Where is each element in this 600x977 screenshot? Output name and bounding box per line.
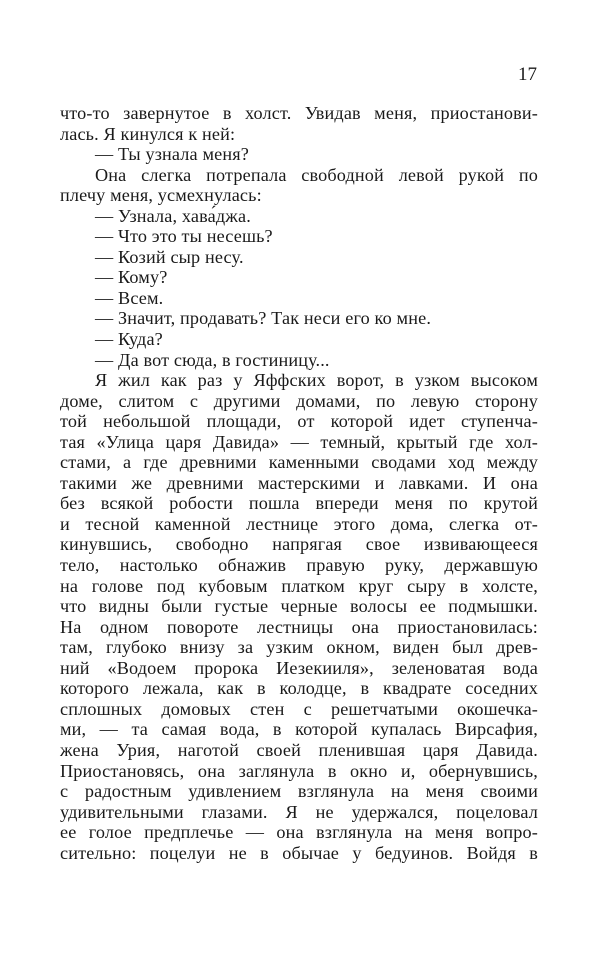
text-line: — Что это ты несешь?: [95, 226, 273, 247]
text-line: что-то завернутое в холст. Увидав меня, приостанови-: [60, 103, 538, 123]
text-line: — Кому?: [95, 267, 168, 288]
text-line: без всякой робости пошла впереди меня по крутой: [60, 493, 538, 514]
text-line: что видны были густые черные волосы ее подмышки.: [60, 596, 538, 617]
text-line: на голове под кубовым платком круг сыру в холсте,: [60, 575, 538, 596]
text-line: Я жил как раз у Яффских ворот, в узком высоком: [95, 370, 538, 391]
text-line: с радостным удивлением взглянула на меня своими: [60, 781, 538, 802]
text-line: — Узнала, хава́джа.: [95, 205, 251, 226]
text-line: — Всем.: [95, 287, 164, 308]
text-line: — Значит, продавать? Так неси его ко мне.: [95, 308, 432, 329]
text-line: тело, настолько обнажив правую руку, державшую: [60, 555, 538, 576]
text-line: кинувшись, свободно напрягая свое извивающееся: [60, 534, 538, 555]
text-line: плечу меня, усмехнулась:: [60, 185, 262, 206]
text-line: ний «Водоем пророка Иезекииля», зеленоватая вода: [60, 657, 538, 678]
text-line: там, глубоко внизу за узким окном, виден был древ-: [60, 637, 538, 658]
text-line: тая «Улица царя Давида» — темный, крытый где хол-: [60, 431, 538, 452]
text-line: На одном повороте лестницы она приостановилась:: [60, 616, 538, 637]
text-line: ее голое предплечье — она взглянула на меня вопро-: [60, 822, 538, 843]
text-line: Приостановясь, она заглянула в окно и, обернувшись,: [60, 760, 538, 781]
text-line: сплошных домовых стен с решетчатыми окошечка-: [60, 698, 538, 719]
text-line: доме, слитом с другими домами, по левую сторону: [60, 390, 538, 411]
text-line: — Козий сыр несу.: [95, 246, 244, 267]
text-line: Она слегка потрепала свободной левой рукой по: [95, 164, 538, 185]
text-line: той небольшой площади, от которой идет ступенча-: [60, 411, 538, 432]
text-line: которого лежала, как в колодце, в квадрате соседних: [60, 678, 538, 699]
text-line: — Куда?: [95, 329, 163, 350]
text-line: лась. Я кинулся к ней:: [60, 123, 236, 144]
text-line: такими же древними мастерскими и лавками. И она: [60, 472, 538, 493]
text-line: жена Урия, наготой своей пленившая царя Давида.: [60, 739, 538, 760]
text-line: ми, — та самая вода, в которой купалась Вирсафия,: [60, 719, 538, 740]
text-line: — Да вот сюда, в гостиницу...: [95, 349, 330, 370]
text-line: — Ты узнала меня?: [95, 144, 249, 165]
page-number: 17: [518, 64, 537, 85]
text-line: сительно: поцелуи не в обычае у бедуинов. Войдя в: [60, 842, 538, 863]
page-body-text: [60, 103, 538, 863]
text-line: и тесной каменной лестнице этого дома, слегка от-: [60, 513, 538, 534]
text-line: стами, а где древними каменными сводами ход между: [60, 452, 538, 473]
text-line: удивительными глазами. Я не удержался, поцеловал: [60, 801, 538, 822]
